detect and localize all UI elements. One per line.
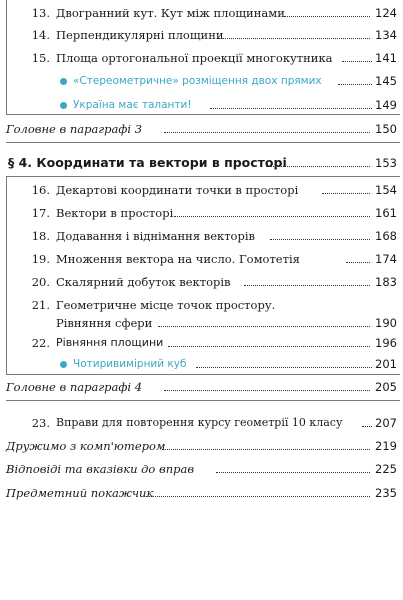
leader-dots	[270, 229, 370, 240]
entry-title: Головне в параграфі 4	[6, 380, 143, 394]
entry-page: 141	[375, 51, 397, 65]
leader-dots	[216, 462, 370, 473]
leader-dots	[164, 122, 370, 133]
entry-page: 183	[375, 275, 397, 289]
entry-title: Відповіді та вказівки до вправ	[6, 462, 195, 476]
entry-title: Рівняння площини	[56, 336, 164, 349]
leader-dots	[342, 51, 372, 62]
section-3-end-rule	[6, 142, 400, 143]
entry-title: Рівняння сфери	[56, 316, 153, 330]
entry-title: Додавання і віднімання векторів	[56, 229, 255, 243]
section-title: § 4. Координати та вектори в просторі	[8, 155, 287, 170]
entry-number: 22.	[31, 336, 50, 350]
entry-number: 17.	[31, 206, 50, 220]
entry-number: 20.	[31, 275, 50, 289]
entry-page: 205	[375, 380, 397, 394]
entry-title: Геометричне місце точок простору.	[56, 298, 276, 312]
section-3-left-rule	[6, 0, 7, 114]
entry-title: Чотиривимірний куб	[73, 358, 187, 370]
bullet-icon	[60, 361, 67, 368]
entry-number: 15.	[31, 51, 50, 65]
entry-page: 196	[375, 336, 397, 350]
entry-number: 13.	[31, 6, 50, 20]
section-4-end-rule	[6, 400, 400, 401]
leader-dots	[174, 206, 370, 217]
entry-title: Множення вектора на число. Гомотетія	[56, 252, 300, 266]
entry-title: Декартові координати точки в просторі	[56, 183, 299, 197]
leader-dots	[338, 74, 372, 85]
leader-dots	[164, 380, 370, 391]
entry-title: Вправи для повторення курсу геометрії 10 класу	[56, 416, 343, 429]
entry-page: 168	[375, 229, 397, 243]
entry-title: Дружимо з комп'ютером	[6, 439, 166, 453]
entry-number: 21.	[31, 298, 50, 312]
entry-title: Перпендикулярні площини	[56, 28, 224, 42]
entry-title: Вектори в просторі	[56, 206, 174, 220]
entry-page: 235	[375, 486, 397, 500]
section-4-rule	[6, 374, 400, 375]
entry-page: 201	[375, 357, 397, 371]
entry-title: Скалярний добуток векторів	[56, 275, 231, 289]
leader-dots	[266, 156, 370, 167]
entry-page: 134	[375, 28, 397, 42]
leader-dots	[168, 336, 370, 347]
leader-dots	[244, 275, 370, 286]
bullet-icon	[60, 78, 67, 85]
entry-page: 190	[375, 316, 397, 330]
entry-number: 16.	[31, 183, 50, 197]
leader-dots	[284, 6, 370, 17]
entry-page: 207	[375, 416, 397, 430]
section-4-left-rule	[6, 176, 7, 374]
leader-dots	[162, 439, 370, 450]
entry-number: 14.	[31, 28, 50, 42]
entry-page: 174	[375, 252, 397, 266]
entry-number: 23.	[31, 416, 50, 430]
entry-page: 153	[375, 156, 397, 170]
section-3-rule	[6, 114, 400, 115]
entry-title: Предметний покажчик	[6, 486, 154, 500]
leader-dots	[218, 28, 370, 39]
entry-page: 219	[375, 439, 397, 453]
leader-dots	[146, 486, 370, 497]
leader-dots	[158, 316, 370, 327]
entry-page: 225	[375, 462, 397, 476]
leader-dots	[322, 183, 370, 194]
entry-page: 154	[375, 183, 397, 197]
entry-title: Двогранний кут. Кут між площинами	[56, 6, 285, 20]
leader-dots	[210, 98, 372, 109]
entry-number: 19.	[31, 252, 50, 266]
entry-title: Україна має таланти!	[73, 99, 192, 111]
entry-title: «Стереометричне» розміщення двох прямих	[73, 75, 322, 87]
entry-title: Площа ортогональної проекції многокутника	[56, 51, 333, 65]
entry-page: 161	[375, 206, 397, 220]
leader-dots	[362, 416, 372, 427]
entry-page: 150	[375, 122, 397, 136]
entry-page: 124	[375, 6, 397, 20]
bullet-icon	[60, 102, 67, 109]
section-4-title-rule	[6, 176, 400, 177]
entry-page: 149	[375, 98, 397, 112]
entry-title: Головне в параграфі 3	[6, 122, 143, 136]
leader-dots	[346, 252, 370, 263]
entry-page: 145	[375, 74, 397, 88]
entry-number: 18.	[31, 229, 50, 243]
leader-dots	[196, 357, 372, 368]
